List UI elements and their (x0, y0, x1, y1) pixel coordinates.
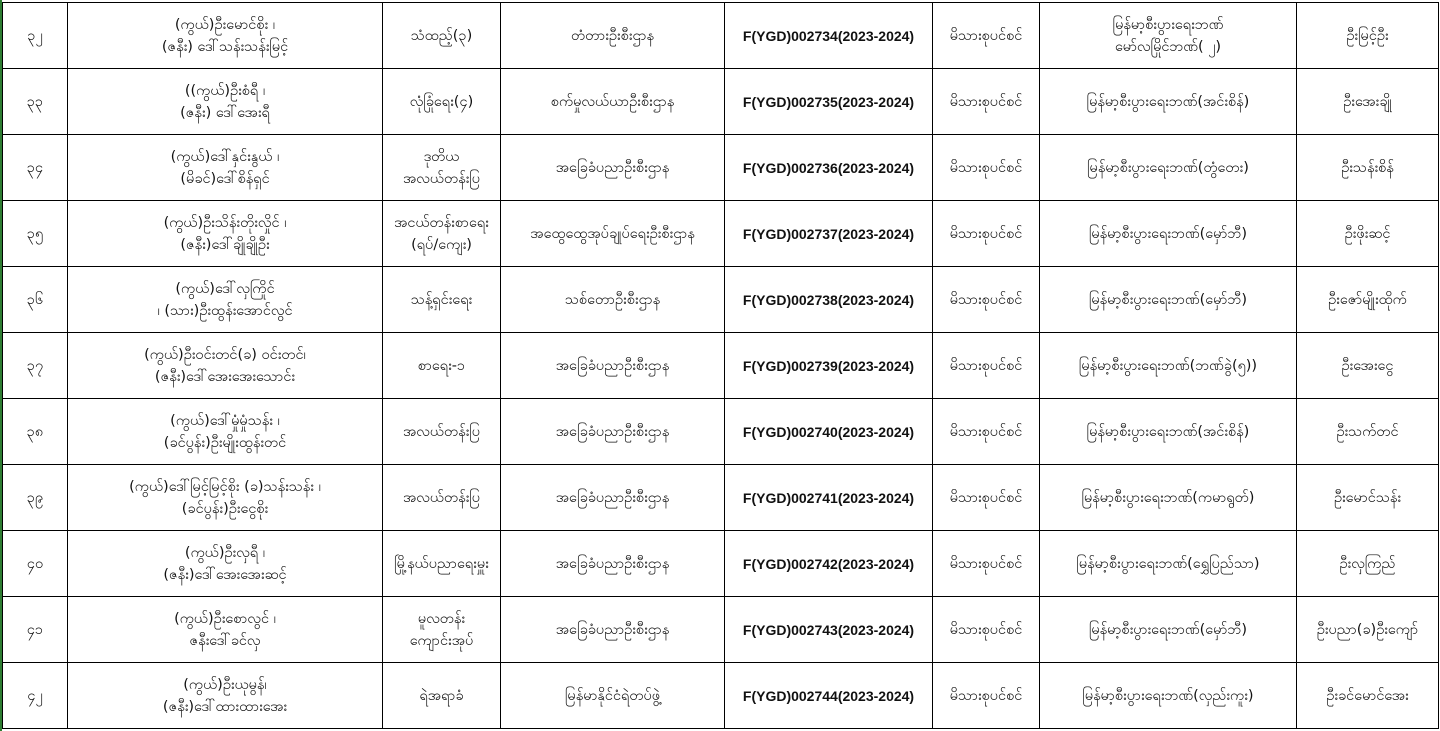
row-number-cell: ၃၇ (3, 333, 68, 399)
recipient-cell: ဦးမောင်သန်း (1297, 465, 1439, 531)
pension-records-table (2, 2, 1439, 729)
pension-type-cell: မိသားစုပင်စင် (933, 333, 1040, 399)
bank-branch-cell (1040, 3, 1297, 69)
pension-code-cell: F(YGD)002735(2023-2024) (725, 69, 933, 135)
position-cell (383, 267, 501, 333)
position-line: မူလတန်း (417, 610, 466, 627)
deceased-and-heir-line: (ကွယ်)ဒေါ်မှုံမှုံသန်း ၊ (170, 412, 280, 429)
bank-branch-cell (1040, 201, 1297, 267)
deceased-and-heir-line: (ကွယ်)ဒေါ်မြင့်မြင့်စိုး (ခ)သန်းသန်း ၊ (129, 478, 321, 495)
recipient-cell: ဦးလှကြည် (1297, 531, 1439, 597)
pension-code-cell: F(YGD)002741(2023-2024) (725, 465, 933, 531)
bank-branch-line: မြန်မာ့စီးပွားရေးဘဏ်(အင်းစိန်) (1086, 93, 1250, 110)
deceased-and-heir-line: ဇနီးဒေါ်ခင်လှ (189, 632, 261, 649)
pension-code-cell: F(YGD)002739(2023-2024) (725, 333, 933, 399)
position-cell (383, 531, 501, 597)
department-cell: အခြေခံပညာဦးစီးဌာန (501, 465, 725, 531)
pension-type-cell: မိသားစုပင်စင် (933, 201, 1040, 267)
row-number-cell: ၃၄ (3, 135, 68, 201)
position-cell (383, 333, 501, 399)
deceased-and-heir-cell (68, 465, 383, 531)
position-cell (383, 69, 501, 135)
deceased-and-heir-line: (ခင်ပွန်း)ဦးငွေစိုး (181, 500, 269, 517)
position-line: မြို့နယ်ပညာရေးမှူး (394, 555, 489, 572)
pension-type-cell: မိသားစုပင်စင် (933, 597, 1040, 663)
deceased-and-heir-line: (ဇနီး) ဒေါ်အေးရီ (180, 104, 270, 121)
bank-branch-cell (1040, 597, 1297, 663)
table-row (3, 267, 1439, 333)
department-cell: အထွေထွေအုပ်ချုပ်ရေးဦးစီးဌာန (501, 201, 725, 267)
position-line: ဒုတိယ (423, 148, 460, 165)
position-line: (ရပ်/ကျေး) (411, 236, 472, 253)
table-row (3, 3, 1439, 69)
deceased-and-heir-line: (မိခင်)ဒေါ်စိန်ရှင် (180, 170, 270, 187)
position-cell (383, 201, 501, 267)
bank-branch-cell (1040, 267, 1297, 333)
pension-code-cell: F(YGD)002742(2023-2024) (725, 531, 933, 597)
deceased-and-heir-cell (68, 663, 383, 729)
position-line: လုံခြုံရေး(၄) (409, 93, 474, 110)
bank-branch-line: မြန်မာ့စီးပွားရေးဘဏ်(လှည်းကူး) (1082, 687, 1254, 704)
table-row (3, 399, 1439, 465)
department-cell: အခြေခံပညာဦးစီးဌာန (501, 333, 725, 399)
deceased-and-heir-line: (ဇနီး)ဒေါ်အေးအေးသောင်း (154, 368, 296, 385)
deceased-and-heir-line: (ဇနီး)ဒေါ်အေးအေးဆင့် (163, 566, 287, 583)
recipient-cell: ဦးသက်တင် (1297, 399, 1439, 465)
pension-type-cell: မိသားစုပင်စင် (933, 267, 1040, 333)
pension-type-cell: မိသားစုပင်စင် (933, 465, 1040, 531)
bank-branch-cell (1040, 399, 1297, 465)
deceased-and-heir-line: (ကွယ်)ဒေါ်နှင်းနွယ် ၊ (170, 148, 280, 165)
deceased-and-heir-line: ၊ (သား)ဦးထွန်းအောင်လွင် (157, 302, 293, 319)
row-number-cell: ၃၂ (3, 3, 68, 69)
deceased-and-heir-line: (ကွယ်)ဒေါ်လှကြိုင် (175, 280, 275, 297)
pension-type-cell: မိသားစုပင်စင် (933, 399, 1040, 465)
pension-code-cell: F(YGD)002736(2023-2024) (725, 135, 933, 201)
deceased-and-heir-cell (68, 201, 383, 267)
row-number-cell: ၃၉ (3, 465, 68, 531)
position-cell (383, 663, 501, 729)
row-number-cell: ၃၃ (3, 69, 68, 135)
pension-code-cell: F(YGD)002734(2023-2024) (725, 3, 933, 69)
pension-type-cell: မိသားစုပင်စင် (933, 531, 1040, 597)
deceased-and-heir-line: (ကွယ်)ဦးသိန်းတိုးလှိုင် ၊ (163, 214, 287, 231)
bank-branch-cell (1040, 333, 1297, 399)
bank-branch-line: မြန်မာ့စီးပွားရေးဘဏ်(မှော်ဘီ) (1088, 291, 1248, 308)
deceased-and-heir-cell (68, 267, 383, 333)
deceased-and-heir-cell (68, 69, 383, 135)
recipient-cell: ဦးသန်းစိန် (1297, 135, 1439, 201)
position-line: အလယ်တန်းပြ (403, 423, 480, 440)
row-number-cell: ၃၈ (3, 399, 68, 465)
table-row (3, 597, 1439, 663)
bank-branch-line: မြန်မာ့စီးပွားရေးဘဏ်(အင်းစိန်) (1086, 423, 1250, 440)
recipient-cell: ဦးခင်မောင်အေး (1297, 663, 1439, 729)
pension-code-cell: F(YGD)002740(2023-2024) (725, 399, 933, 465)
table-row (3, 201, 1439, 267)
deceased-and-heir-cell (68, 135, 383, 201)
row-number-cell: ၃၆ (3, 267, 68, 333)
table-row (3, 333, 1439, 399)
bank-branch-line: မြန်မာ့စီးပွားရေးဘဏ် (1112, 16, 1224, 33)
deceased-and-heir-line: (ကွယ်)ဦးလှရီ ၊ (184, 544, 266, 561)
bank-branch-cell (1040, 465, 1297, 531)
deceased-and-heir-line: ((ကွယ်)ဦးစံရီ ၊ (184, 82, 266, 99)
bank-branch-cell (1040, 135, 1297, 201)
position-line: ကျောင်းအုပ် (409, 632, 474, 649)
deceased-and-heir-cell (68, 399, 383, 465)
recipient-cell: ဦးမြင့်ဦး (1297, 3, 1439, 69)
pension-type-cell: မိသားစုပင်စင် (933, 69, 1040, 135)
position-line: ရဲအရာခံ (419, 687, 464, 704)
position-line: အလယ်တန်းပြ (403, 170, 480, 187)
position-cell (383, 135, 501, 201)
position-line: သံထည့်(၃) (410, 27, 473, 44)
department-cell: အခြေခံပညာဦးစီးဌာန (501, 399, 725, 465)
bank-branch-line: မြန်မာ့စီးပွားရေးဘဏ်(မှော်ဘီ) (1088, 621, 1248, 638)
recipient-cell: ဦးအေးချို (1297, 69, 1439, 135)
recipient-cell: ဦးဖိုးဆင့် (1297, 201, 1439, 267)
row-number-cell: ၃၅ (3, 201, 68, 267)
bank-branch-line: မြန်မာ့စီးပွားရေးဘဏ်(ရွှေပြည်သာ) (1076, 555, 1260, 572)
position-cell (383, 399, 501, 465)
deceased-and-heir-line: (ကွယ်)ဦးဝင်းတင်(ခ) ဝင်းတင်၊ (144, 346, 306, 363)
pension-code-cell: F(YGD)002744(2023-2024) (725, 663, 933, 729)
bank-branch-line: မြန်မာ့စီးပွားရေးဘဏ်(တွံတေး) (1087, 159, 1249, 176)
row-number-cell: ၄၁ (3, 597, 68, 663)
pension-code-cell: F(YGD)002737(2023-2024) (725, 201, 933, 267)
deceased-and-heir-line: (ခင်ပွန်း)ဦးမျိုးထွန်းတင် (163, 434, 287, 451)
department-cell: သစ်တောဦးစီးဌာန (501, 267, 725, 333)
pension-type-cell: မိသားစုပင်စင် (933, 663, 1040, 729)
table-row (3, 135, 1439, 201)
deceased-and-heir-line: (ဇနီး) ဒေါ်သန်းသန်းမြင့် (161, 38, 289, 55)
position-cell (383, 597, 501, 663)
row-number-cell: ၄၂ (3, 663, 68, 729)
bank-branch-line: မြန်မာ့စီးပွားရေးဘဏ်(ဘဏ်ခွဲ(၅)) (1078, 357, 1258, 374)
position-cell (383, 3, 501, 69)
pension-type-cell: မိသားစုပင်စင် (933, 3, 1040, 69)
deceased-and-heir-line: (ဇနီး)ဒေါ်ချိုချိုဦး (180, 236, 270, 253)
table-row (3, 531, 1439, 597)
deceased-and-heir-line: (ဇနီး)ဒေါ်ထားထားအေး (162, 698, 288, 715)
bank-branch-cell (1040, 663, 1297, 729)
row-number-cell: ၄၀ (3, 531, 68, 597)
bank-branch-line: မြန်မာ့စီးပွားရေးဘဏ်(မှော်ဘီ) (1088, 225, 1248, 242)
recipient-cell: ဦးဇော်မျိုးထိုက် (1297, 267, 1439, 333)
records-body (3, 3, 1439, 729)
table-row (3, 663, 1439, 729)
deceased-and-heir-line: (ကွယ်)ဦးယုမွန်၊ (183, 676, 267, 693)
position-line: သန့်ရှင်းရေး (410, 291, 473, 308)
department-cell: စက်မှုလယ်ယာဦးစီးဌာန (501, 69, 725, 135)
position-line: အလယ်တန်းပြ (403, 489, 480, 506)
bank-branch-line: မြန်မာ့စီးပွားရေးဘဏ်(ကမာရွတ်) (1081, 489, 1255, 506)
position-line: စာရေး-၁ (417, 357, 466, 374)
position-line: အငယ်တန်းစာရေး (394, 214, 489, 231)
deceased-and-heir-line: (ကွယ်)ဦးစောလွင် ၊ (174, 610, 276, 627)
bank-branch-line: မော်လမြိုင်ဘဏ်( ၂) (1114, 38, 1222, 55)
table-row (3, 69, 1439, 135)
deceased-and-heir-cell (68, 3, 383, 69)
position-cell (383, 465, 501, 531)
recipient-cell: ဦးပညာ(ခ)ဦးကျော် (1297, 597, 1439, 663)
pension-code-cell: F(YGD)002743(2023-2024) (725, 597, 933, 663)
deceased-and-heir-cell (68, 333, 383, 399)
department-cell: အခြေခံပညာဦးစီးဌာန (501, 135, 725, 201)
department-cell: အခြေခံပညာဦးစီးဌာန (501, 531, 725, 597)
department-cell: မြန်မာနိုင်ငံရဲတပ်ဖွဲ့ (501, 663, 725, 729)
deceased-and-heir-cell (68, 531, 383, 597)
department-cell: တံတားဦးစီးဌာန (501, 3, 725, 69)
bank-branch-cell (1040, 531, 1297, 597)
department-cell: အခြေခံပညာဦးစီးဌာန (501, 597, 725, 663)
deceased-and-heir-cell (68, 597, 383, 663)
pension-code-cell: F(YGD)002738(2023-2024) (725, 267, 933, 333)
pension-type-cell: မိသားစုပင်စင် (933, 135, 1040, 201)
deceased-and-heir-line: (ကွယ်)ဦးမောင်စိုး ၊ (174, 16, 276, 33)
table-row (3, 465, 1439, 531)
recipient-cell: ဦးအေးငွေ (1297, 333, 1439, 399)
bank-branch-cell (1040, 69, 1297, 135)
